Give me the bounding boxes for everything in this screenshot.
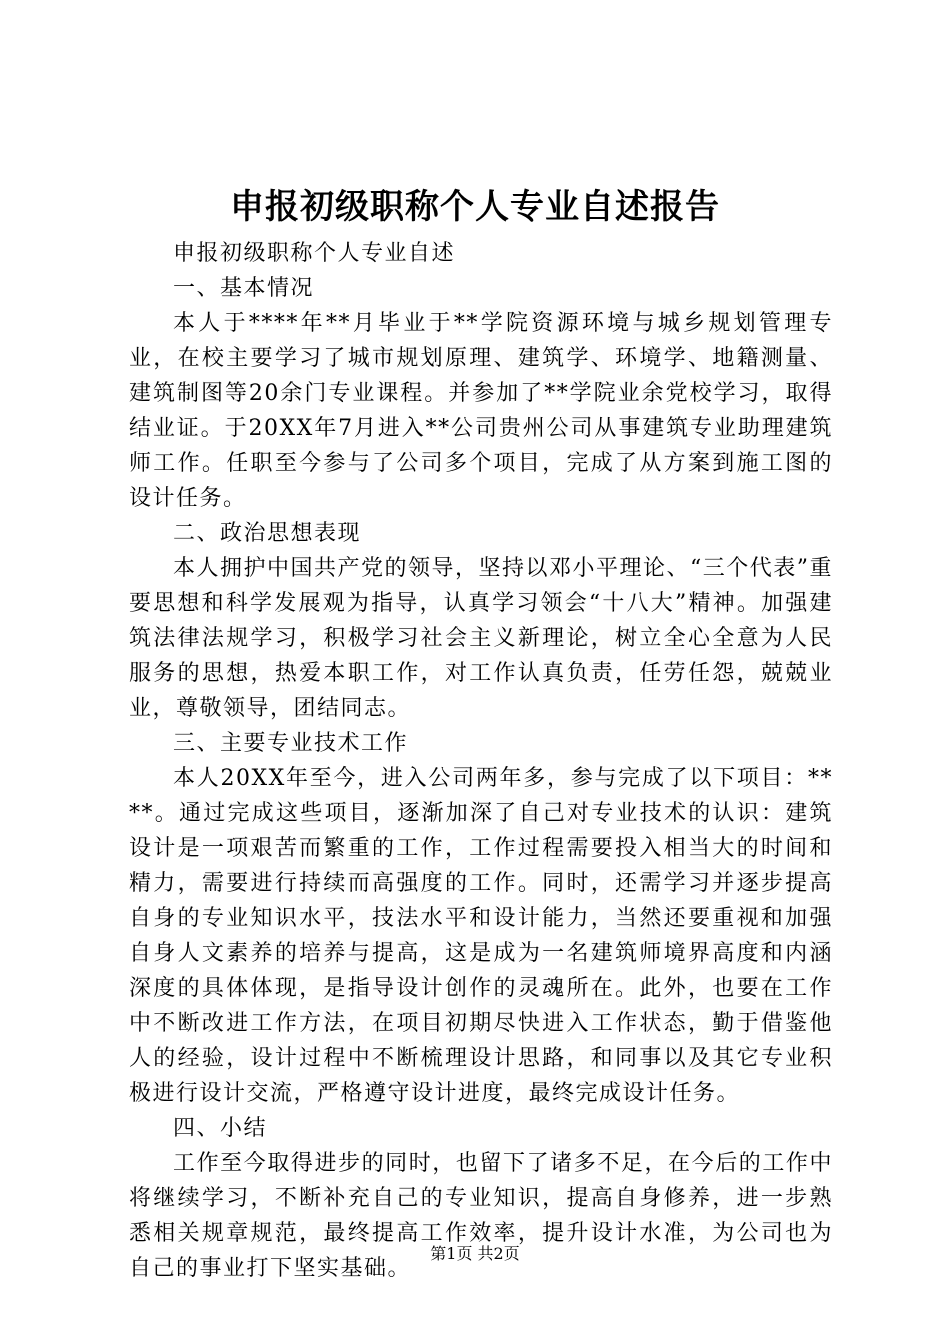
- section-paragraph-political: 本人拥护中国共产党的领导，坚持以邓小平理论、“三个代表”重要思想和科学发展观为指导，认真学习领会“十八大”精神。加强建筑法律法规学习，积极学习社会主义新理论，树立全心全意为人民服务的思想，热爱本职工作，对工作认真负责，任劳任怨，兢兢业业，尊敬领导，团结同志。: [129, 556, 833, 721]
- document-subtitle: 申报初级职称个人专业自述: [173, 241, 456, 266]
- section-heading-summary: 四、小结: [173, 1116, 268, 1141]
- section-heading-political: 二、政治思想表现: [173, 521, 362, 546]
- document-title: 申报初级职称个人专业自述报告: [230, 187, 720, 227]
- section-heading-basic-info: 一、基本情况: [173, 276, 315, 301]
- section-paragraph-summary: 工作至今取得进步的同时，也留下了诸多不足，在今后的工作中将继续学习，不断补充自己的专业知识，提高自身修养，进一步熟悉相关规章规范，最终提高工作效率，提升设计水准，为公司也为自己的事业打下坚实基础。: [129, 1151, 833, 1281]
- section-heading-technical-work: 三、主要专业技术工作: [173, 731, 409, 756]
- page-footer: 第1页 共2页: [430, 1244, 520, 1263]
- section-paragraph-technical-work: 本人20XX年至今，进入公司两年多，参与完成了以下项目：****。通过完成这些项目，逐渐加深了自己对专业技术的认识：建筑设计是一项艰苦而繁重的工作，工作过程需要投入相当大的时间和精力，需要进行持续而高强度的工作。同时，还需学习并逐步提高自身的专业知识水平，技法水平和设计能力，当然还要重视和加强自身人文素养的培养与提高，这是成为一名建筑师境界高度和内涵深度的具体体现，是指导设计创作的灵魂所在。此外，也要在工作中不断改进工作方法，在项目初期尽快进入工作状态，勤于借鉴他人的经验，设计过程中不断梳理设计思路，和同事以及其它专业积极进行设计交流，严格遵守设计进度，最终完成设计任务。: [129, 766, 833, 1106]
- document-body: [129, 236, 833, 1286]
- section-paragraph-basic-info: 本人于****年**月毕业于**学院资源环境与城乡规划管理专业，在校主要学习了城市规划原理、建筑学、环境学、地籍测量、建筑制图等20余门专业课程。并参加了**学院业余党校学习，取得结业证。于20XX年7月进入**公司贵州公司从事建筑专业助理建筑师工作。任职至今参与了公司多个项目，完成了从方案到施工图的设计任务。: [129, 311, 833, 511]
